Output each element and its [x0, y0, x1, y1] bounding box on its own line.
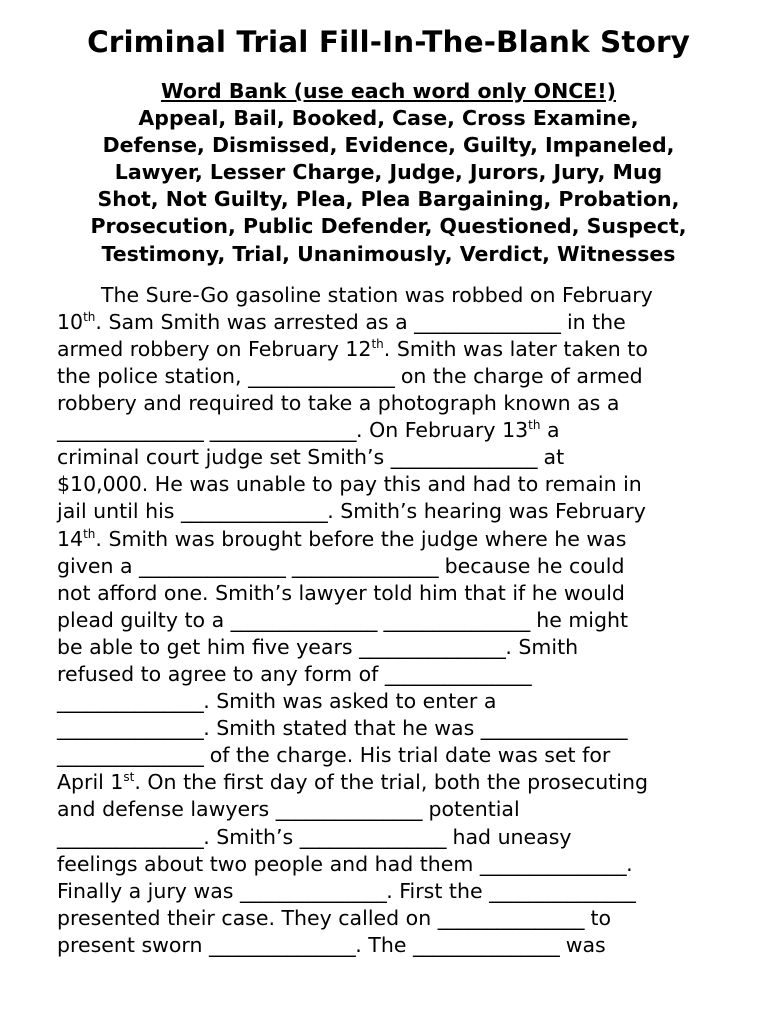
answer-blank: _______________ — [230, 607, 377, 632]
answer-blank: _______________ — [412, 932, 560, 957]
story-line: armed robbery on February 12th. Smith was later taken to — [57, 336, 648, 361]
word-bank-line: Testimony, Trial, Unanimously, Verdict, Witnesses — [101, 241, 676, 266]
story-line: _______________ _______________. On February 13th a — [57, 418, 560, 443]
answer-blank: _______________ — [489, 878, 636, 903]
answer-blank: _______________ — [57, 743, 204, 768]
story-line: refused to agree to any form of _______________ — [57, 661, 532, 686]
story-line: presented their case. They called on _______________ to — [57, 905, 612, 930]
story-line: 10th. Sam Smith was arrested as a _______________ in the — [57, 309, 626, 334]
answer-blank: _______________ — [359, 634, 506, 659]
answer-blank: _______________ — [299, 824, 446, 849]
answer-blank: _______________ — [57, 824, 204, 849]
word-bank-line: Appeal, Bail, Booked, Case, Cross Examine, — [138, 106, 639, 131]
word-bank-line: Defense, Dismissed, Evidence, Guilty, Impaneled, — [102, 133, 675, 158]
story-line: April 1st. On the first day of the trial, both the prosecuting — [57, 770, 649, 795]
answer-blank: _______________ — [239, 878, 387, 903]
answer-blank: _______________ — [57, 716, 204, 741]
answer-blank: _______________ — [57, 689, 204, 714]
page-title: Criminal Trial Fill-In-The-Blank Story — [87, 25, 690, 59]
answer-blank: _______________ — [291, 553, 439, 578]
story-line: _______________. Smith’s _______________ had uneasy — [57, 824, 572, 849]
story-text — [57, 282, 720, 959]
story-line: Finally a jury was _______________. First the _______________ — [57, 878, 636, 903]
answer-blank: _______________ — [139, 553, 286, 578]
word-bank-line: Shot, Not Guilty, Plea, Plea Bargaining, Probation, — [97, 187, 680, 212]
story-line: be able to get him five years _______________. Smith — [57, 634, 579, 659]
answer-blank: _______________ — [57, 418, 204, 443]
answer-blank: _______________ — [414, 309, 561, 334]
word-bank-line: Lawyer, Lesser Charge, Judge, Jurors, Jury, Mug — [114, 160, 663, 185]
answer-blank: _______________ — [248, 363, 395, 388]
story-line: The Sure-Go gasoline station was robbed on February — [101, 282, 653, 307]
story-line: jail until his _______________. Smith’s hearing was February — [57, 499, 646, 524]
story-line: robbery and required to take a photograph known as a — [57, 391, 620, 416]
answer-blank: _______________ — [390, 445, 537, 470]
story-line: plead guilty to a _______________ _______________ he might — [57, 607, 629, 632]
word-bank-line: Prosecution, Public Defender, Questioned, Suspect, — [90, 214, 687, 239]
answer-blank: _______________ — [383, 607, 530, 632]
answer-blank: _______________ — [209, 932, 356, 957]
answer-blank: _______________ — [275, 797, 422, 822]
word-bank-heading: Word Bank (use each word only ONCE!) — [160, 79, 617, 103]
story-line: _______________. Smith stated that he was _______________ — [57, 716, 628, 741]
answer-blank: _______________ — [480, 716, 628, 741]
story-line: not afford one. Smith’s lawyer told him that if he would — [57, 580, 625, 605]
story-line: and defense lawyers _______________ potential — [57, 797, 520, 822]
word-bank — [57, 78, 720, 268]
answer-blank: _______________ — [479, 851, 627, 876]
story-line: the police station, _______________ on the charge of armed — [57, 363, 643, 388]
answer-blank: _______________ — [437, 905, 584, 930]
answer-blank: _______________ — [180, 499, 328, 524]
story-line: 14th. Smith was brought before the judge where he was — [57, 526, 627, 551]
story-line: given a _______________ _______________ because he could — [57, 553, 625, 578]
story-line: feelings about two people and had them _______________. — [57, 851, 633, 876]
story-line: _______________ of the charge. His trial date was set for — [57, 743, 611, 768]
answer-blank: _______________ — [209, 418, 357, 443]
answer-blank: _______________ — [384, 661, 532, 686]
story-line: present sworn _______________. The _______________ was — [57, 932, 606, 957]
story-line: _______________. Smith was asked to enter a — [57, 689, 497, 714]
story-line: criminal court judge set Smith’s _______________ at — [57, 445, 565, 470]
story-line: $10,000. He was unable to pay this and had to remain in — [57, 472, 642, 497]
